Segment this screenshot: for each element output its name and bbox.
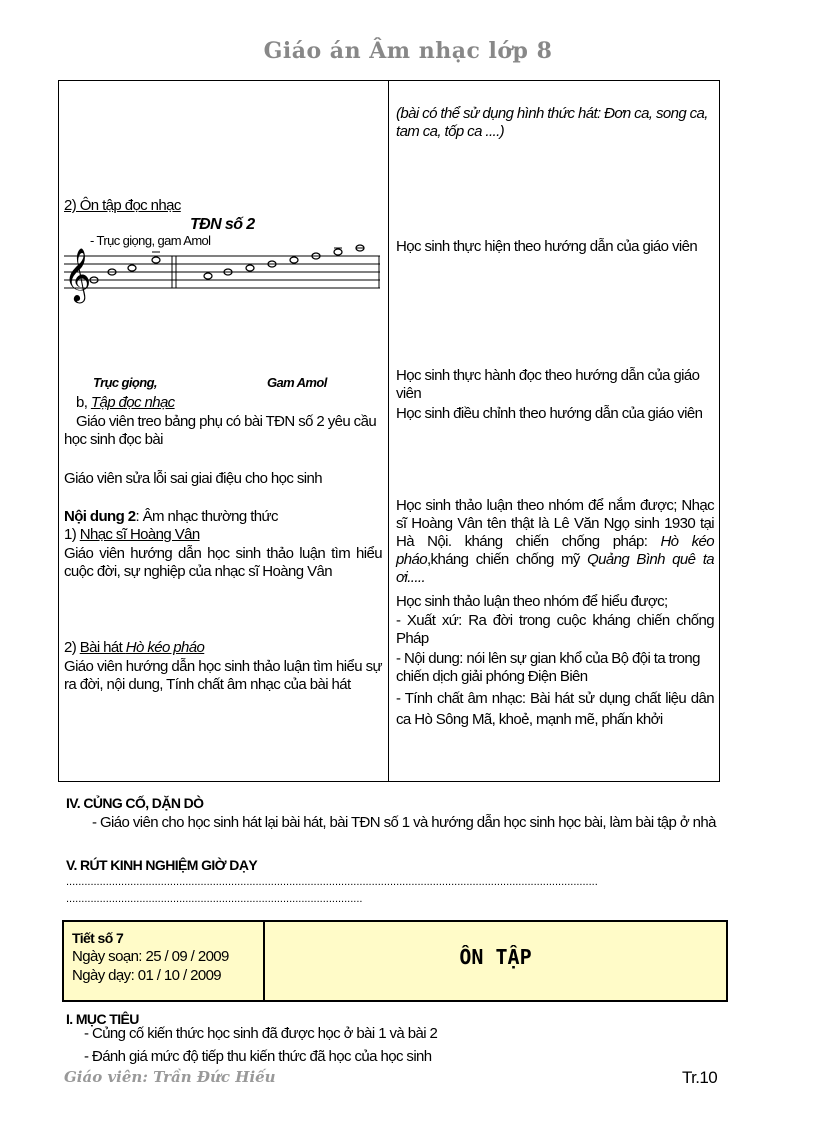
footer-page-number: Tr.10	[682, 1068, 718, 1087]
lesson-title: ÔN TẬP	[459, 945, 532, 969]
section-i-title: I. MỤC TIÊU	[66, 1011, 139, 1027]
bai-hat-heading	[64, 639, 204, 657]
noi-dung-2-label: Nội dung 2	[64, 508, 136, 525]
muc-tieu-item-1: - Củng cố kiến thức học sinh đã được học ở bài 1 và bài 2	[84, 1025, 438, 1042]
on-tap-doc-nhac-heading	[64, 197, 181, 215]
nhac-si-heading	[64, 526, 200, 544]
footer-teacher: Giáo viên: Trần Đức Hiếu	[64, 1068, 276, 1086]
ngay-day: Ngày dạy: 01 / 10 / 2009	[72, 967, 222, 984]
hinh-thuc-text: (bài có thể sử dụng hình thức hát: Đơn ca, song ca, tam ca, tốp ca ....)	[396, 105, 708, 140]
treble-clef-icon: 𝄞	[64, 247, 92, 301]
gv-huong-dan-2-text: Giáo viên hướng dẫn học sinh thảo luận tìm hiểu sự ra đời, nội dung, Tính chất âm nhạc của bài hát	[64, 658, 382, 693]
nhac-si-label: Nhạc sĩ Hoàng Vân	[79, 526, 200, 543]
thao-luan-1-cont: ,kháng chiến chống mỹ	[426, 551, 580, 568]
gv-huong-dan-1-text: Giáo viên hướng dẫn học sinh thảo luận tìm hiểu cuộc đời, sự nghiệp của nhạc sĩ Hoàng Vân	[64, 545, 382, 580]
section-v-dots-2: .................................................................................................	[66, 893, 363, 905]
section-v-dots-1: ..............................................................................................................................................................................	[66, 876, 598, 888]
thuc-hanh-text: Học sinh thực hành đọc theo hướng dẫn của giáo viên	[396, 367, 700, 402]
noi-dung-text: - Nội dung: nói lên sự gian khổ của Bộ đội ta trong chiến dịch giải phóng Điện Biên	[396, 650, 700, 685]
tinh-chat-text: - Tính chất âm nhạc: Bài hát sử dụng chất liệu dân ca Hò Sông Mã, khoẻ, mạnh mẽ, phấn khởi	[396, 690, 714, 728]
thao-luan-1-main: Học sinh thảo luận theo nhóm để nắm được; Nhạc sĩ Hoàng Vân tên thật là Lê Văn Ngọ sinh 1930 tại Hà Nội. kháng chiến chống pháp:	[396, 497, 714, 550]
thao-luan-2-text: Học sinh thảo luận theo nhóm để hiểu được;	[396, 593, 668, 610]
truc-giong-label: Trục giọng,	[93, 375, 157, 390]
song-ho-keo-phao: Hò kéo pháo	[396, 533, 714, 568]
tap-doc-nhac-heading	[76, 394, 175, 412]
section-iv-text: - Giáo viên cho học sinh hát lại bài hát, bài TĐN số 1 và hướng dẫn học sinh học bài, làm bài tập ở nhà	[92, 814, 716, 831]
noi-dung-2-text: : Âm nhạc thường thức	[135, 508, 278, 525]
bai-hat-name: Hò kéo pháo	[125, 639, 205, 656]
section-v-title: V. RÚT KINH NGHIỆM GIỜ DẠY	[66, 857, 258, 873]
thuc-hien-text: Học sinh thực hiện theo hướng dẫn của giáo viên	[396, 238, 698, 255]
page-header-title: Giáo án Âm nhạc lớp 8	[263, 38, 553, 64]
music-staff	[62, 240, 384, 300]
gv-treo-bang-text: Giáo viên treo bảng phụ có bài TĐN số 2 yêu cầu học sinh đọc bài	[64, 413, 377, 448]
bai-hat-prefix: 2)	[64, 639, 77, 656]
song-quang-binh: Quảng Bình quê ta ơi.....	[396, 551, 714, 586]
tdn-subtitle: - Trục giọng, gam Amol	[90, 233, 211, 248]
muc-tieu-item-2: - Đánh giá mức độ tiếp thu kiến thức đã học của học sinh	[84, 1048, 432, 1065]
bai-hat-label: Bài hát	[79, 639, 126, 656]
thao-luan-1-text	[396, 497, 714, 587]
tiet-so: Tiết số 7	[72, 930, 124, 946]
ngay-soan: Ngày soạn: 25 / 09 / 2009	[72, 948, 229, 965]
table-column-divider	[388, 80, 389, 782]
bai-hat-underlined	[80, 639, 205, 656]
xuat-xu-text: - Xuất xứ: Ra đời trong cuộc kháng chiến chống Pháp	[396, 612, 714, 647]
tdn-title: TĐN số 2	[190, 216, 255, 233]
nhac-si-prefix: 1)	[64, 526, 77, 543]
tap-doc-nhac-label: Tập đọc nhạc	[90, 394, 175, 411]
on-tap-doc-nhac-label: 2) Ôn tập đọc nhạc	[64, 197, 181, 214]
gam-amol-label: Gam Amol	[267, 375, 327, 390]
gv-sua-loi-text: Giáo viên sửa lỗi sai giai điệu cho học sinh	[64, 470, 322, 487]
dieu-chinh-text: Học sinh điều chỉnh theo hướng dẫn của giáo viên	[396, 405, 703, 422]
noi-dung-2-heading	[64, 508, 386, 526]
tap-doc-nhac-prefix: b,	[76, 394, 88, 411]
section-iv-title: IV. CỦNG CỐ, DẶN DÒ	[66, 795, 204, 811]
